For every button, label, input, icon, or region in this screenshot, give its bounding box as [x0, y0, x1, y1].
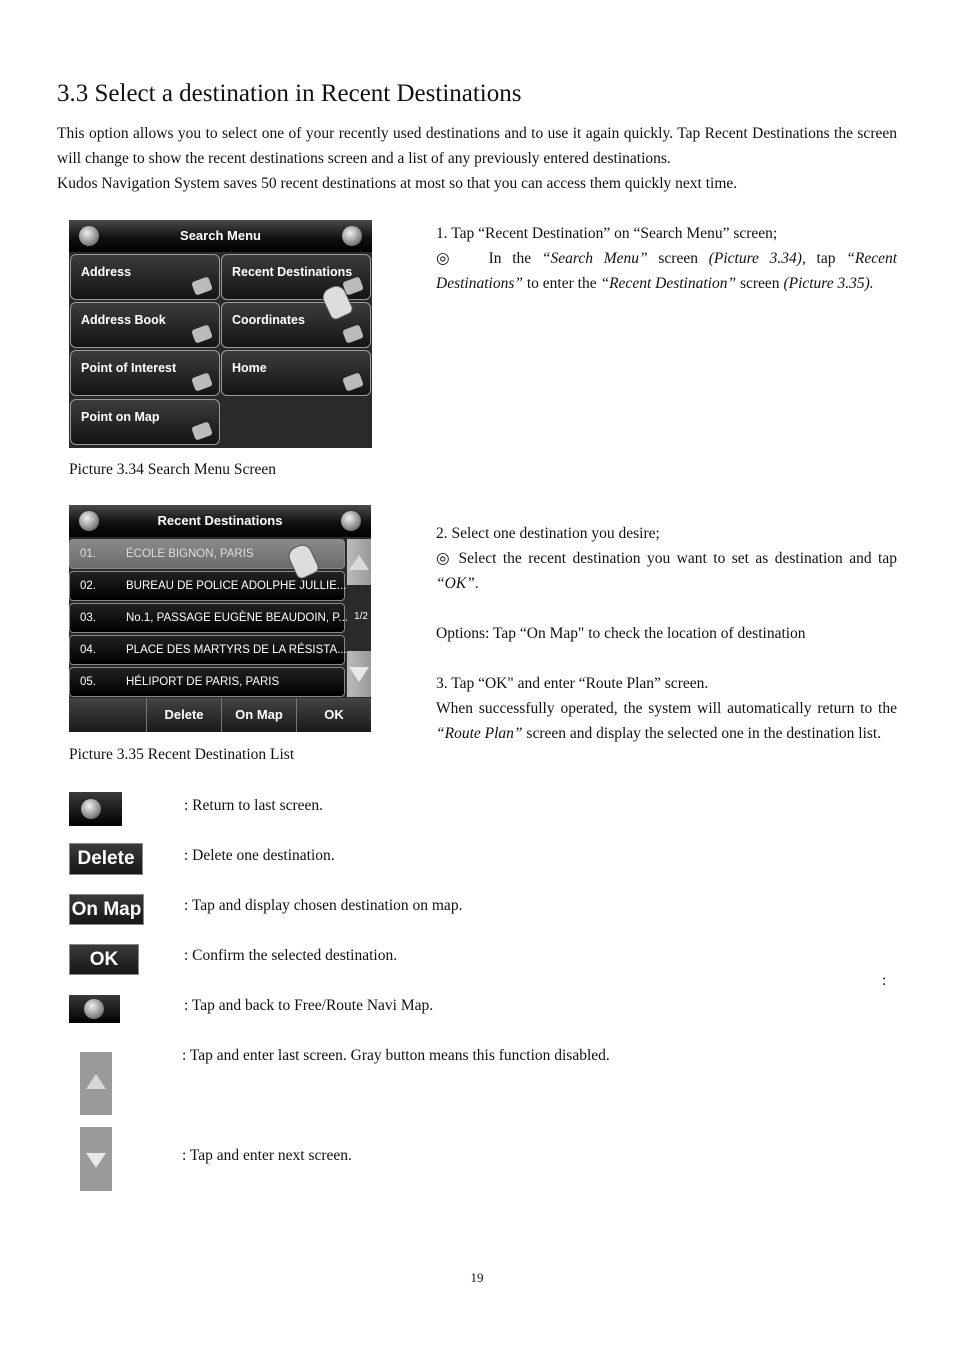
list-item[interactable]: 02. BUREAU DE POLICE ADOLPHE JULLIE... — [69, 571, 345, 601]
tile-label: Address — [81, 265, 132, 279]
step-3-detail: When successfully operated, the system will automatically return to the “Route Plan” screen and display the selected one in the destination list. — [436, 700, 897, 742]
arrow-up-icon — [349, 555, 369, 570]
back-icon — [81, 799, 101, 819]
tile-home[interactable] — [221, 350, 371, 396]
legend-down-text: : Tap and enter next screen. — [182, 1147, 352, 1164]
legend-back-text: : Return to last screen. — [184, 797, 324, 814]
map-pin-icon — [191, 421, 213, 440]
arrow-down-icon — [86, 1153, 106, 1168]
steps-2-3-text — [436, 521, 897, 746]
globe-icon — [342, 324, 364, 343]
tile-label: Point of Interest — [81, 361, 177, 375]
back-button-sample — [69, 792, 122, 826]
map-icon — [84, 999, 104, 1019]
list-item[interactable]: 05. HÉLIPORT DE PARIS, PARIS — [69, 667, 345, 697]
intro-paragraph-2: Kudos Navigation System saves 50 recent destinations at most so that you can access them quickly next time. — [57, 175, 738, 192]
recent-title: Recent Destinations — [157, 513, 283, 528]
search-menu-title: Search Menu — [180, 228, 261, 243]
scroll-up-button[interactable] — [347, 539, 371, 585]
recent-topbar — [69, 505, 371, 537]
caption-picture-3-35: Picture 3.35 Recent Destination List — [69, 746, 295, 763]
scroll-down-button[interactable] — [347, 651, 371, 697]
book-icon — [191, 324, 213, 343]
legend-map-text: : Tap and back to Free/Route Navi Map. — [184, 997, 434, 1014]
page-indicator: 1/2 — [354, 611, 368, 622]
on-map-button-sample: On Map — [69, 894, 144, 925]
section-title: 3.3 Select a destination in Recent Destinations — [57, 80, 522, 107]
tile-address[interactable] — [70, 254, 220, 300]
caption-picture-3-34: Picture 3.34 Search Menu Screen — [69, 461, 277, 478]
map-icon[interactable] — [341, 511, 361, 531]
step-3-line: 3. Tap “OK" and enter “Route Plan” screen. — [436, 675, 709, 692]
search-menu-topbar — [69, 220, 372, 252]
tile-address-book[interactable] — [70, 302, 220, 348]
map-icon[interactable] — [342, 226, 362, 246]
options-text: Options: Tap “On Map" to check the location of destination — [436, 625, 806, 642]
tile-label: Recent Destinations — [232, 265, 353, 279]
arrow-up-icon — [86, 1074, 106, 1089]
tile-label: Address Book — [81, 313, 166, 327]
tile-point-of-interest[interactable] — [70, 350, 220, 396]
empty-button — [69, 698, 146, 732]
home-icon — [342, 372, 364, 391]
step-2-detail: ◎ Select the recent destination you want to set as destination and tap “OK”. — [436, 550, 897, 592]
up-button-sample — [80, 1052, 112, 1115]
step-1-text — [436, 221, 897, 296]
map-button-sample — [69, 995, 120, 1023]
list-item[interactable]: 01. ÉCOLE BIGNON, PARIS — [69, 539, 345, 569]
tile-recent-destinations[interactable] — [221, 254, 371, 300]
step-1-detail: ◎ In the “Search Menu” screen (Picture 3.34), tap “Recent Destinations” to enter the “Recent Destination” screen (Picture 3.35). — [436, 250, 898, 292]
page-number: 19 — [470, 1270, 484, 1285]
list-item[interactable]: 04. PLACE DES MARTYRS DE LA RÉSISTA... — [69, 635, 345, 665]
step-1-line: 1. Tap “Recent Destination” on “Search Menu” screen; — [436, 225, 778, 242]
tile-label: Point on Map — [81, 410, 160, 424]
tile-point-on-map[interactable] — [70, 399, 220, 445]
down-button-sample — [80, 1127, 112, 1191]
poi-icon — [191, 372, 213, 391]
ok-button-sample: OK — [69, 944, 139, 975]
legend-delete-text: : Delete one destination. — [184, 847, 335, 864]
legend-onmap-text: : Tap and display chosen destination on map. — [184, 897, 463, 914]
recent-destinations-screenshot — [69, 505, 371, 732]
search-menu-screenshot — [69, 220, 372, 448]
ok-button[interactable]: OK — [296, 698, 371, 732]
house-icon — [191, 276, 213, 295]
stray-colon: : — [882, 972, 887, 989]
delete-button[interactable]: Delete — [146, 698, 221, 732]
tile-label: Home — [232, 361, 267, 375]
intro-text — [57, 121, 897, 196]
list-item[interactable]: 03. No.1, PASSAGE EUGÈNE BEAUDOIN, P... — [69, 603, 345, 633]
legend-up-text: : Tap and enter last screen. Gray button means this function disabled. — [182, 1047, 610, 1064]
intro-paragraph-1: This option allows you to select one of your recently used destinations and to use it again quickly. Tap Recent Destinations the screen will change to show the recent destinations screen and a list of any previously entered destinations. — [57, 125, 897, 167]
step-2-line: 2. Select one destination you desire; — [436, 525, 660, 542]
delete-button-sample: Delete — [69, 843, 143, 875]
arrow-down-icon — [349, 667, 369, 682]
on-map-button[interactable]: On Map — [221, 698, 296, 732]
legend-ok-text: : Confirm the selected destination. — [184, 947, 398, 964]
tile-label: Coordinates — [232, 313, 305, 327]
